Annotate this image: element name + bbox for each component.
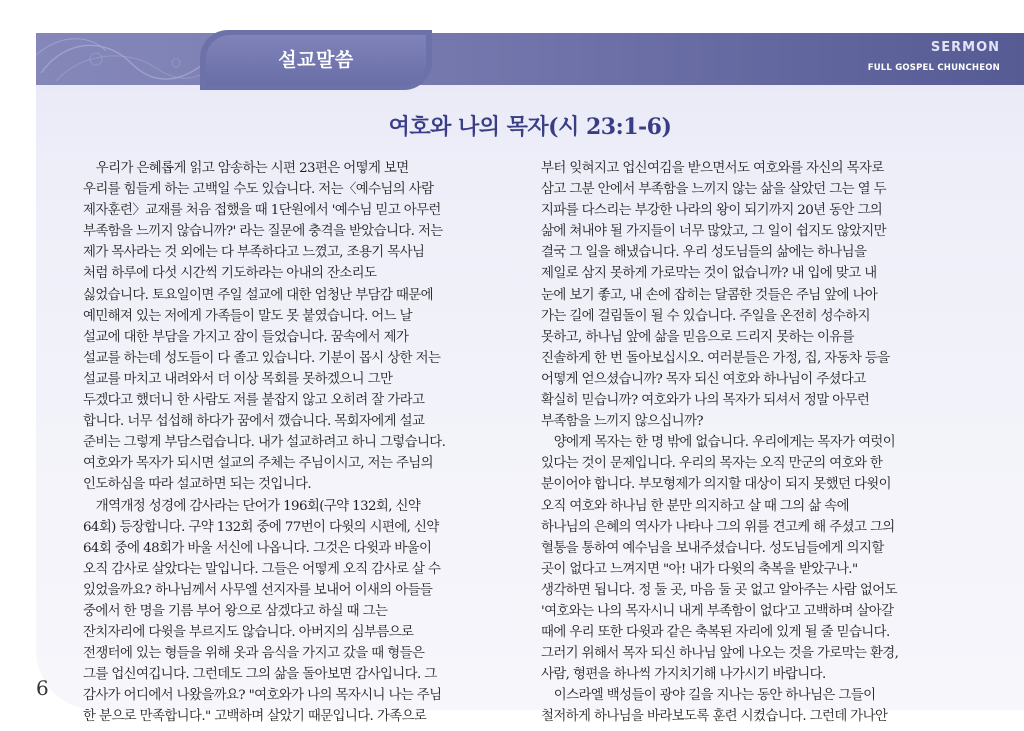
text-line: 그를 업신여깁니다. 그런데도 그의 삶을 돌아보면 감사입니다. 그: [83, 667, 437, 683]
text-line: 준비는 그렇게 부담스럽습니다. 내가 설교하려고 하니 그렇습니다.: [83, 435, 446, 451]
text-line: 감사가 어디에서 나왔을까요? "여호와가 나의 목자시니 나는 주님: [83, 688, 442, 704]
text-line: 64회) 등장합니다. 구약 132회 중에 77번이 다윗의 시편에, 신약: [83, 519, 439, 535]
text-line: 중에서 한 명을 기름 부어 왕으로 삼겠다고 하실 때 그는: [83, 603, 388, 619]
section-title: 설교말씀: [278, 49, 354, 71]
text-line: 생각하면 됩니다. 정 둘 곳, 마음 둘 곳 없고 알아주는 사람 없어도: [541, 582, 897, 598]
text-line: 예민해져 있는 저에게 가족들이 말도 못 붙였습니다. 어느 날: [83, 308, 412, 324]
text-line: 결국 그 일을 해냈습니다. 우리 성도님들의 삶에는 하나님을: [541, 245, 867, 261]
text-line: 하나님의 은혜의 역사가 나타나 그의 위를 견고케 해 주셨고 그의: [541, 519, 895, 535]
text-line: '여호와는 나의 목자시니 내게 부족함이 없다'고 고백하며 살아갈: [541, 603, 894, 619]
text-line: 인도하심을 따라 설교하면 되는 것입니다.: [83, 477, 311, 493]
text-line: 눈에 보기 좋고, 내 손에 잡히는 달콤한 것들은 주님 앞에 나아: [541, 287, 878, 303]
text-line: 철저하게 하나님을 바라보도록 훈련 시켰습니다. 그런데 가나안: [541, 709, 888, 725]
text-line: 잔치자리에 다윗을 부르지도 않습니다. 아버지의 심부름으로: [83, 625, 414, 641]
text-line: 우리를 힘들게 하는 고백일 수도 있습니다. 저는〈예수님의 사람: [83, 182, 434, 198]
left-text-column: [83, 158, 521, 728]
text-line: 곳이 없다고 느껴지면 "아! 내가 다윗의 축복을 받았구나.": [541, 561, 858, 577]
text-line: 제일로 삼지 못하게 가로막는 것이 없습니까? 내 입에 맞고 내: [541, 266, 877, 282]
text-line: 제자훈련〉교재를 처음 접했을 때 1단원에서 '예수님 믿고 아무런: [83, 203, 441, 219]
text-line: 진솔하게 한 번 돌아보십시오. 여러분들은 가정, 집, 자동차 등을: [541, 350, 890, 366]
text-line: 설교를 마치고 내려와서 더 이상 목회를 못하겠으니 그만: [83, 371, 393, 387]
text-line: 있었을까요? 하나님께서 사무엘 선지자를 보내어 이새의 아들들: [83, 582, 433, 598]
text-line: 두겠다고 했더니 한 사람도 저를 붙잡지 않고 오히려 잘 가라고: [83, 393, 425, 409]
text-line: 우리가 은혜롭게 읽고 암송하는 시편 23편은 어떻게 보면: [83, 161, 409, 176]
brand-title: SERMON: [930, 40, 1000, 55]
text-line: 못하고, 하나님 앞에 삶을 믿음으로 드리지 못하는 이유를: [541, 329, 854, 345]
text-line: 한 분으로 만족합니다." 고백하며 살았기 때문입니다. 가족으로: [83, 709, 427, 725]
text-line: 어떻게 얻으셨습니까? 목자 되신 여호와 하나님이 주셨다고: [541, 371, 866, 387]
text-line: 부족함을 느끼지 않으십니까?: [541, 414, 703, 430]
right-text-column: [541, 158, 979, 728]
text-line: 제가 목사라는 것 외에는 다 부족하다고 느꼈고, 조용기 목사님: [83, 245, 425, 261]
text-line: 합니다. 너무 섭섭해 하다가 꿈에서 깼습니다. 목회자에게 설교: [83, 414, 425, 430]
text-line: 64회 중에 48회가 바울 서신에 나옵니다. 그것은 다윗과 바울이: [83, 540, 432, 556]
text-line: 지파를 다스리는 부강한 나라의 왕이 되기까지 20년 동안 그의: [541, 203, 883, 219]
text-line: 처럼 하루에 다섯 시간씩 기도하라는 아내의 잔소리도: [83, 266, 377, 282]
text-line: 설교를 하는데 성도들이 다 졸고 있습니다. 기분이 몹시 상한 저는: [83, 350, 441, 366]
text-line: 양에게 목자는 한 명 밖에 없습니다. 우리에게는 목자가 여럿이: [541, 435, 896, 451]
text-line: 삼고 그분 안에서 부족함을 느끼지 않는 삶을 살았던 그는 열 두: [541, 182, 886, 198]
page-number: 6: [36, 676, 49, 700]
text-line: 확실히 믿습니까? 여호와가 나의 목자가 되셔서 정말 아무런: [541, 393, 870, 409]
text-line: 삶에 쳐내야 될 가지들이 너무 많았고, 그 일이 쉽지도 않았지만: [541, 224, 886, 240]
text-line: 있다는 것이 문제입니다. 우리의 목자는 오직 만군의 여호와 한: [541, 456, 883, 472]
text-line: 분이어야 합니다. 부모형제가 의지할 대상이 되지 못했던 다윗이: [541, 477, 891, 493]
text-line: 설교에 대한 부담을 가지고 잠이 들었습니다. 꿈속에서 제가: [83, 329, 409, 345]
text-line: 여호와가 목자가 되시면 설교의 주체는 주님이시고, 저는 주님의: [83, 456, 433, 472]
text-line: 싫었습니다. 토요일이면 주일 설교에 대한 엄청난 부담감 때문에: [83, 287, 433, 303]
text-line: 이스라엘 백성들이 광야 길을 지나는 동안 하나님은 그들이: [541, 688, 876, 704]
text-line: 부터 잊혀지고 업신여김을 받으면서도 여호와를 자신의 목자로: [541, 161, 884, 176]
text-line: 때에 우리 또한 다윗과 같은 축복된 자리에 있게 될 줄 믿습니다.: [541, 625, 890, 641]
text-line: 오직 감사로 살았다는 말입니다. 그들은 어떻게 오직 감사로 살 수: [83, 561, 441, 577]
text-line: 오직 여호와 하나님 한 분만 의지하고 살 때 그의 삶 속에: [541, 498, 849, 514]
text-line: 개역개정 성경에 감사라는 단어가 196회(구약 132회, 신약: [83, 498, 421, 514]
sermon-title: 여호와 나의 목자(시 23:1-6): [388, 114, 672, 140]
brand-subtitle: FULL GOSPEL CHUNCHEON: [867, 63, 1000, 73]
text-line: 사람, 형편을 하나씩 가지치기해 나가시기 바랍니다.: [541, 667, 826, 683]
text-line: 부족함을 느끼지 않습니까?' 라는 질문에 충격을 받았습니다. 저는: [83, 224, 443, 240]
text-line: 혈통을 통하여 예수님을 보내주셨습니다. 성도님들에게 의지할: [541, 540, 884, 556]
text-line: 가는 길에 걸림돌이 될 수 있습니다. 주일을 온전히 성수하지: [541, 308, 870, 324]
text-line: 그러기 위해서 목자 되신 하나님 앞에 나오는 것을 가로막는 환경,: [541, 646, 899, 662]
text-line: 전쟁터에 있는 형들을 위해 옷과 음식을 가지고 갔을 때 형들은: [83, 646, 425, 662]
